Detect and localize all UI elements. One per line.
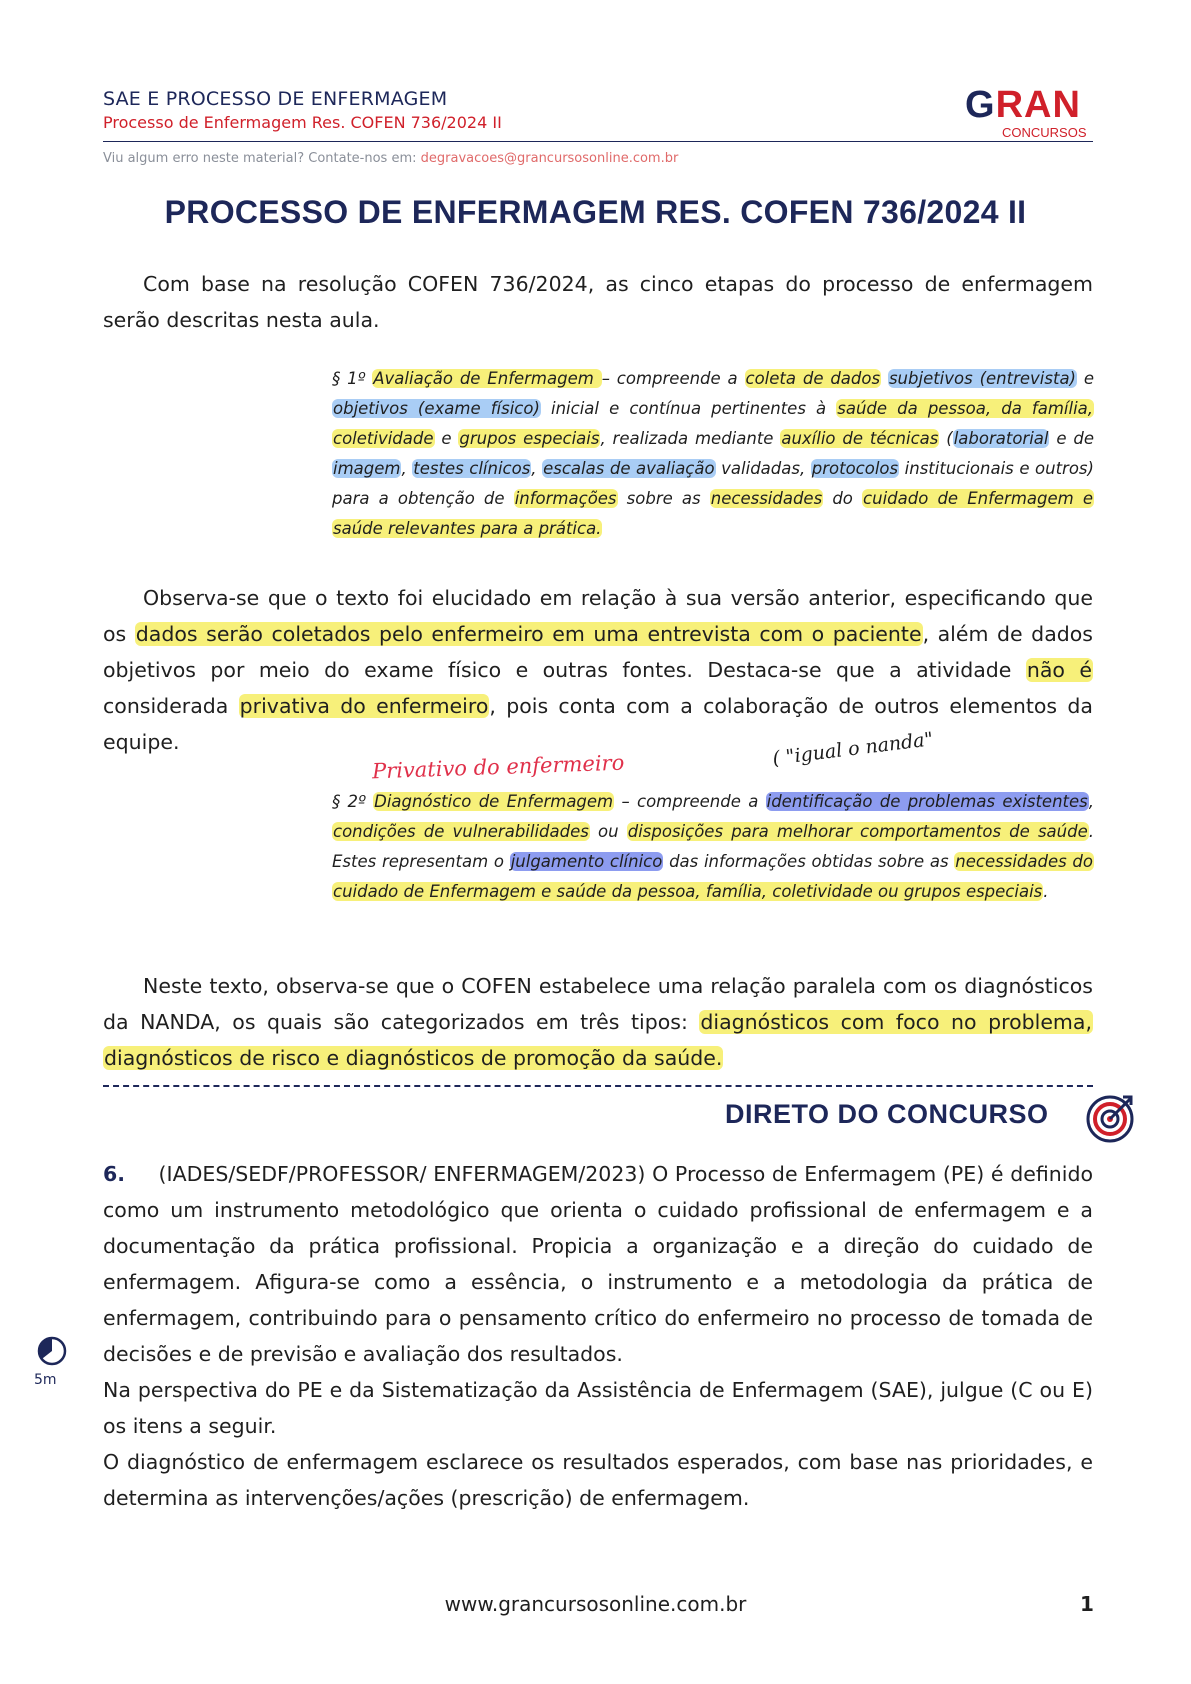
question-text: (IADES/SEDF/PROFESSOR/ ENFERMAGEM/2023) O Processo de Enfermagem (PE) é definido como um instrumento metodológico que orienta o cuidado profissional de enfermagem e a documentação da prática profissional. Propicia a organização e a direção do cuidado de enfermagem. Afigura-se como a essência, o instrumento e a metodologia da prática de enfermagem, contribuindo para o pensamento crítico do enfermeiro no processo de tomada de decisões e de previsão e avaliação dos resultados. bbox=[103, 1162, 1093, 1366]
logo-letter-g: G bbox=[965, 84, 996, 126]
highlight: privativa do enfermeiro bbox=[239, 694, 489, 718]
gran-logo bbox=[965, 84, 1081, 127]
quote-paragraph-2: § 2º Diagnóstico de Enfermagem – compreende a identificação de problemas existentes, condições de vulnerabilidades ou disposições para melhorar comportamentos de saúde. Estes representam o julgamento clínico das informações obtidas sobre as necessidades do cuidado de Enfermagem e saúde da pessoa, família, coletividade ou grupos especiais. bbox=[332, 792, 1094, 901]
highlight: auxílio de técnicas bbox=[781, 429, 939, 448]
page-title: PROCESSO DE ENFERMAGEM RES. COFEN 736/2024 II bbox=[164, 194, 1027, 230]
highlight: não é bbox=[1026, 658, 1092, 682]
highlight: condições de vulnerabilidades bbox=[333, 822, 589, 841]
contact-text: Viu algum erro neste material? Contate-nos em: bbox=[103, 151, 417, 166]
logo-concursos: CONCURSOS bbox=[1002, 125, 1087, 140]
logo-letters-ran: RAN bbox=[995, 84, 1081, 126]
timer-icon bbox=[36, 1335, 68, 1371]
contact-line bbox=[103, 151, 678, 166]
target-icon bbox=[1085, 1091, 1137, 1147]
highlight: informações bbox=[514, 489, 617, 508]
highlight: subjetivos (entrevista) bbox=[888, 369, 1076, 388]
header-lesson-subtitle: Processo de Enfermagem Res. COFEN 736/2024 II bbox=[103, 113, 502, 132]
header-course-title: SAE E PROCESSO DE ENFERMAGEM bbox=[103, 88, 448, 110]
direto-do-concurso-heading: DIRETO DO CONCURSO bbox=[725, 1099, 1049, 1129]
highlight: dados serão coletados pelo enfermeiro em uma entrevista com o paciente bbox=[135, 622, 922, 646]
contact-email-link[interactable]: degravacoes@grancursosonline.com.br bbox=[420, 151, 679, 166]
highlight: diagnósticos com foco no problema, diagnósticos de risco e diagnósticos de promoção da saúde. bbox=[104, 1010, 1092, 1070]
section-divider bbox=[103, 1085, 1093, 1087]
highlight: coletividade bbox=[333, 429, 434, 448]
highlight: grupos especiais bbox=[459, 429, 600, 448]
intro-paragraph: Com base na resolução COFEN 736/2024, as cinco etapas do processo de enfermagem serão descritas nesta aula. bbox=[103, 272, 1093, 332]
handwritten-note-black: ( "igual o nanda" bbox=[771, 728, 935, 770]
timer-label: 5m bbox=[34, 1372, 57, 1388]
header-divider bbox=[103, 141, 1093, 142]
highlight: necessidades do cuidado de Enfermagem e saúde da pessoa, família, coletividade ou grupos especiais bbox=[333, 852, 1094, 901]
question-instruction: Na perspectiva do PE e da Sistematização da Assistência de Enfermagem (SAE), julgue (C ou E) os itens a seguir. bbox=[103, 1378, 1093, 1438]
highlight: disposições para melhorar comportamentos de saúde bbox=[627, 822, 1088, 841]
highlight: cuidado de Enfermagem e saúde relevantes para a prática. bbox=[333, 489, 1094, 538]
highlight: coleta de dados bbox=[745, 369, 881, 388]
highlight: identificação de problemas existentes bbox=[766, 792, 1088, 811]
paragraph-3: Neste texto, observa-se que o COFEN estabelece uma relação paralela com os diagnósticos da NANDA, os quais são categorizados em três tipos: diagnósticos com foco no problema, diagnósticos de risco e diagnósticos de promoção da saúde. bbox=[103, 974, 1093, 1070]
page-number: 1 bbox=[1080, 1592, 1094, 1616]
highlight: Diagnóstico de Enfermagem bbox=[374, 792, 614, 811]
highlight: necessidades bbox=[710, 489, 823, 508]
handwritten-note-red: Privativo do enfermeiro bbox=[371, 750, 625, 784]
paragraph-2: Observa-se que o texto foi elucidado em relação à sua versão anterior, especificando que os dados serão coletados pelo enfermeiro em uma entrevista com o paciente, além de dados objetivos por meio do exame físico e outras fontes. Destaca-se que a atividade não é considerada privativa do enfermeiro, pois conta com a colaboração de outros elementos da equipe. bbox=[103, 586, 1093, 754]
question-item: O diagnóstico de enfermagem esclarece os resultados esperados, com base nas prioridades, e determina as intervenções/ações (prescrição) de enfermagem. bbox=[103, 1450, 1093, 1510]
highlight: Avaliação de Enfermagem bbox=[373, 369, 601, 388]
highlight: objetivos (exame físico) bbox=[333, 399, 540, 418]
highlight: escalas de avaliação bbox=[543, 459, 715, 478]
highlight: julgamento clínico bbox=[510, 852, 663, 871]
highlight: imagem bbox=[333, 459, 401, 478]
question-6 bbox=[103, 1156, 1093, 1372]
footer-website[interactable]: www.grancursosonline.com.br bbox=[444, 1592, 747, 1616]
quote-paragraph-1: § 1º Avaliação de Enfermagem – compreende a coleta de dados subjetivos (entrevista) e objetivos (exame físico) inicial e contínua pertinentes à saúde da pessoa, da família, coletividade e grupos especiais, realizada mediante auxílio de técnicas (laboratorial e de imagem, testes clínicos, escalas de avaliação validadas, protocolos institucionais e outros) para a obtenção de informações sobre as necessidades do cuidado de Enfermagem e saúde relevantes para a prática. bbox=[332, 369, 1095, 538]
highlight: laboratorial bbox=[953, 429, 1049, 448]
highlight: protocolos bbox=[811, 459, 899, 478]
highlight: saúde da pessoa, da família, bbox=[837, 399, 1094, 418]
question-number: 6. bbox=[103, 1162, 126, 1186]
highlight: testes clínicos bbox=[413, 459, 531, 478]
